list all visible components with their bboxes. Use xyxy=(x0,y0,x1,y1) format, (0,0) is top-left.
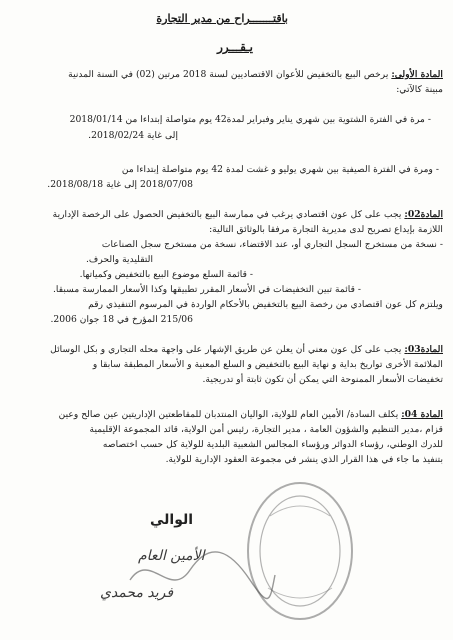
article4-label: المادة 04: xyxy=(401,409,443,420)
decision-heading: يـقـــرر xyxy=(217,40,253,54)
article1-label: المادة الأولى: xyxy=(391,69,443,80)
article2-label: المادة02: xyxy=(404,209,443,220)
article4-line1 xyxy=(59,408,443,421)
article1-winter-line2: إلى غاية 2018/02/24. xyxy=(88,130,178,141)
article2-line3: ويلتزم كل عون اقتصادي من رخصة البيع بالتخفيض بالأحكام الواردة في المرسوم التنفيذي رقم xyxy=(88,299,443,310)
signature-title: الوالي xyxy=(150,512,194,528)
signature-name: فريد محمدي xyxy=(100,585,174,601)
article4-line2: قزام ،مدير التنظيم والشؤون العامة ، مدير التجارة، رئيس أمن الولاية، قائد المجموعة الإقليمية xyxy=(89,424,443,435)
article2-doc2: - قائمة السلع موضوع البيع بالتخفيض وكمياتها. xyxy=(79,269,253,280)
article4-line1-text: يكلف السادة/ الأمين العام للولاية، الواليان المنتدبان للمقاطعتين الإداريتين عين صالح وعين xyxy=(58,409,399,420)
article2-line4: 215/06 المؤرخ في 18 جوان 2006. xyxy=(50,314,193,325)
article1-intro2: مبينة كالآتي: xyxy=(396,84,443,95)
article3-line2: الملائمة الأخرى تواريخ بداية و نهاية البيع بالتخفيض و السلع المعنية و الأسعار المطبقة سابقا و xyxy=(92,359,443,370)
proposal-header: باقتـــــــراح من مدير التجارة xyxy=(156,12,288,25)
handwritten-signature xyxy=(120,540,280,610)
article1-winter-line1: - مرة في الفترة الشتوية بين شهري يناير وفبراير لمدة42 يوم متواصلة إبتداءا من 2018/01/14 xyxy=(69,114,431,125)
article2-doc1-line1: - نسخة من مستخرج السجل التجاري أو، عند الاقتضاء، نسخة من مستخرج سجل الصناعات xyxy=(101,239,443,250)
article1-intro xyxy=(68,68,443,81)
article2-doc3: - قائمة تبين التخفيضات في الأسعار المقرر تطبيقها وكذا الأسعار الممارسة مسبقا. xyxy=(53,284,361,295)
article2-doc1-line2: التقليدية والحرف. xyxy=(85,254,153,265)
article1-summer-line1: - ومرة في الفترة الصيفية بين شهري يوليو و غشت لمدة 42 يوم متواصلة إبتداءا من xyxy=(121,164,439,175)
article3-line1-text: يجب على كل عون معني أن يعلن عن طريق الإشهار على واجهة محله التجاري و بكل الوسائل xyxy=(50,344,402,355)
article2-line2: اللازمة بإيداع تصريح لدى مديرية التجارة مرفقا بالوثائق التالية: xyxy=(209,224,443,235)
article1-summer-line2: 2018/07/08 إلى غاية 2018/08/18. xyxy=(47,179,193,190)
article4-line3: للدرك الوطني، رؤساء الدوائر ورؤساء المجالس الشعبية البلدية للولاية كل حسب اختصاصه xyxy=(102,439,443,450)
article3-line1 xyxy=(50,343,443,356)
signature-role: الأمين العام xyxy=(138,548,205,564)
article3-line3: تخفيضات الأسعار الممنوحة التي يمكن أن تكون ثابتة أو تدريجية. xyxy=(202,374,443,385)
article2-line1-text: يجب على كل عون اقتصادي يرغب في ممارسة البيع بالتخفيض الحصول على الرخصة الإدارية xyxy=(52,209,402,220)
article4-line4: بتنفيذ ما جاء في هذا القرار الذي ينشر في مجموعة العقود الإدارية للولاية. xyxy=(165,454,443,465)
article3-label: المادة03: xyxy=(404,344,443,355)
article2-line1 xyxy=(53,208,443,221)
article1-intro-text: يرخص البيع بالتخفيض للأعوان الاقتصاديين لسنة 2018 مرتين (02) في السنة المدنية xyxy=(68,69,389,80)
